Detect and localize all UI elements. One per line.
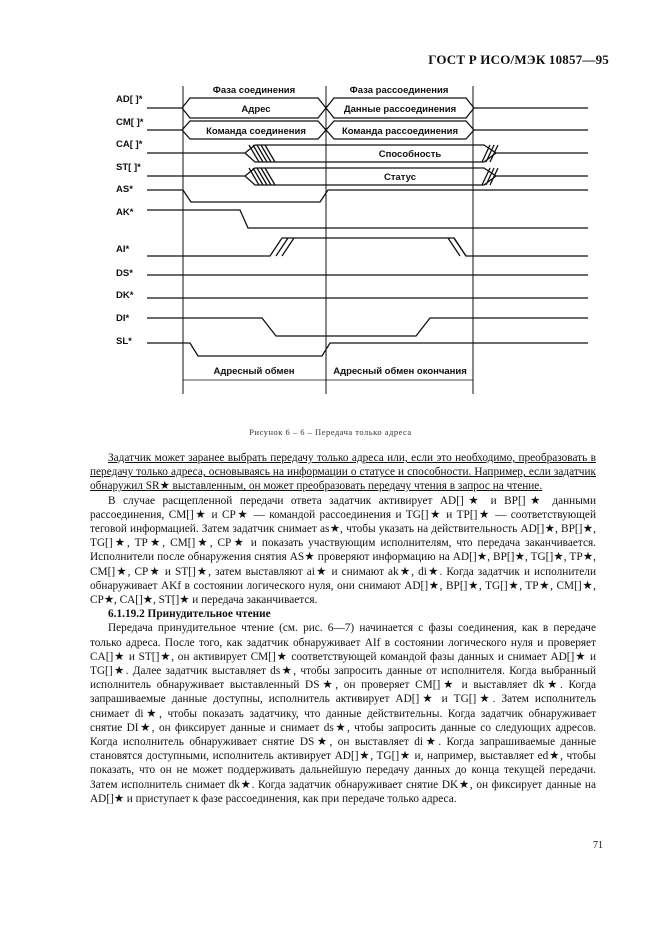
signal-label-sl: SL* bbox=[116, 336, 132, 347]
phase-disconnect-label: Фаза рассоединения bbox=[349, 85, 449, 96]
paragraph-2: В случае расщепленной передачи ответа задатчик активирует AD[]★ и BP[]★ данными рассоединения, CM[]★ и CP★ — командой рассоединения и TG[]★ и TP[]★ — соответствующей теговой информацией. Затем задатчик снимает as★, чтобы указать на действительность AD[]★, BP[]★, TG[]★, TP★, CM[]★, CP★ и показать участвующим исполнителям, что передача заканчивается. Исполнители после обнаружения снятия AS★ проверяют информацию на AD[]★, BP[]★, TG[]★, TP★, CM[]★, CP★ и ST[]★, затем выставляют ai★ и снимают ak★, di★. Когда задатчик и исполнители обнаруживает AKf в состоянии логического нуля, они снимают AD[]★, BP[]★, TG[]★, TP★, CM[]★, CP★, CA[]★, ST[]★ и передача заканчивается. bbox=[90, 494, 596, 607]
phase-connect-label: Фаза соединения bbox=[212, 85, 296, 96]
signal-label-ds: DS* bbox=[116, 268, 133, 279]
as-wave bbox=[147, 190, 588, 202]
bottom-end-address-exchange: Адресный обмен окончания bbox=[333, 366, 467, 377]
ai-wave bbox=[147, 238, 588, 256]
signal-label-cm: CM[ ]* bbox=[116, 117, 144, 128]
signal-label-di: DI* bbox=[116, 313, 130, 324]
paragraph-3: Передача принудительное чтение (см. рис. 6—7) начинается с фазы соединения, как в передаче только адреса. После того, как задатчик обнаруживает AIf в состоянии логического нуля и проверяет CA[]★ и ST[]★, он активирует CM[]★ соответствующей командой фазы данных и снимает AD[]★ и TG[]★. Далее задатчик выставляет ds★, чтобы запросить данные от исполнителя. Когда выбранный исполнитель обнаруживает выставленный DS★, он проверяет CM[]★ и выставляет dk★. Когда запрашиваемые данные доступны, исполнитель активирует AD[]★ и TG[]★. Затем исполнитель снимает di★, чтобы показать задатчику, что данные действительны. Когда задатчик обнаруживает снятие DI★, он фиксирует данные и снимает ds★, чтобы запросить данные со следующих адресов. Когда исполнитель обнаруживает снятие DS★, он выставляет di★. Когда запрашиваемые данные становятся доступными, исполнитель активирует AD[]★, TG[]★ и, например, выставляет ed★, чтобы показать, что он не может поддерживать дальнейшую передачу данных до конца текущей передачи. Затем исполнитель снимает dk★. Когда задатчик обнаруживает снятие DK★, он фиксирует данные на AD[]★ и приступает к фазе рассоединения, как при передаче только адреса. bbox=[90, 622, 596, 805]
page-number: 71 bbox=[593, 840, 603, 851]
st-transition-hatch bbox=[249, 168, 498, 185]
ad-address-label: Адрес bbox=[241, 104, 271, 115]
figure-caption: Рисунок 6 – 6 – Передача только адреса bbox=[249, 427, 412, 437]
signal-label-ca: CA[ ]* bbox=[116, 139, 143, 150]
document-header: ГОСТ Р ИСО/МЭК 10857—95 bbox=[428, 52, 609, 67]
st-status-label: Статус bbox=[383, 172, 417, 183]
ad-disconnect-data-label: Данные рассоединения bbox=[343, 104, 457, 115]
signal-label-as: AS* bbox=[116, 184, 133, 195]
timing-diagram bbox=[0, 0, 661, 430]
ak-wave bbox=[147, 210, 588, 228]
body-text bbox=[90, 451, 596, 806]
ca-transition-hatch bbox=[249, 145, 498, 162]
cm-connect-command-label: Команда соединения bbox=[206, 126, 306, 137]
signal-label-dk: DK* bbox=[116, 290, 134, 301]
signal-label-ad: AD[ ]* bbox=[116, 94, 143, 105]
cm-disconnect-command-label: Команда рассоединения bbox=[341, 126, 459, 137]
signal-label-st: ST[ ]* bbox=[116, 162, 141, 173]
sl-wave bbox=[147, 343, 588, 356]
signal-label-ak: AK* bbox=[116, 207, 134, 218]
signal-label-ai: AI* bbox=[116, 244, 130, 255]
di-wave bbox=[147, 318, 588, 336]
section-heading: 6.1.19.2 Принудительное чтение bbox=[108, 608, 271, 621]
paragraph-1: Задатчик может заранее выбрать передачу только адреса или, если это необходимо, преобразовать в передачу только адреса, основываясь на информации о статусе и способности. Например, если задатчик обнаружил SR★ выставленным, он может преобразовать передачу чтения в запрос на чтение. bbox=[90, 452, 596, 493]
ca-bus-wave bbox=[147, 145, 588, 153]
ca-capability-label: Способность bbox=[378, 149, 442, 160]
bottom-address-exchange: Адресный обмен bbox=[213, 366, 295, 377]
st-bus-wave bbox=[147, 168, 588, 176]
